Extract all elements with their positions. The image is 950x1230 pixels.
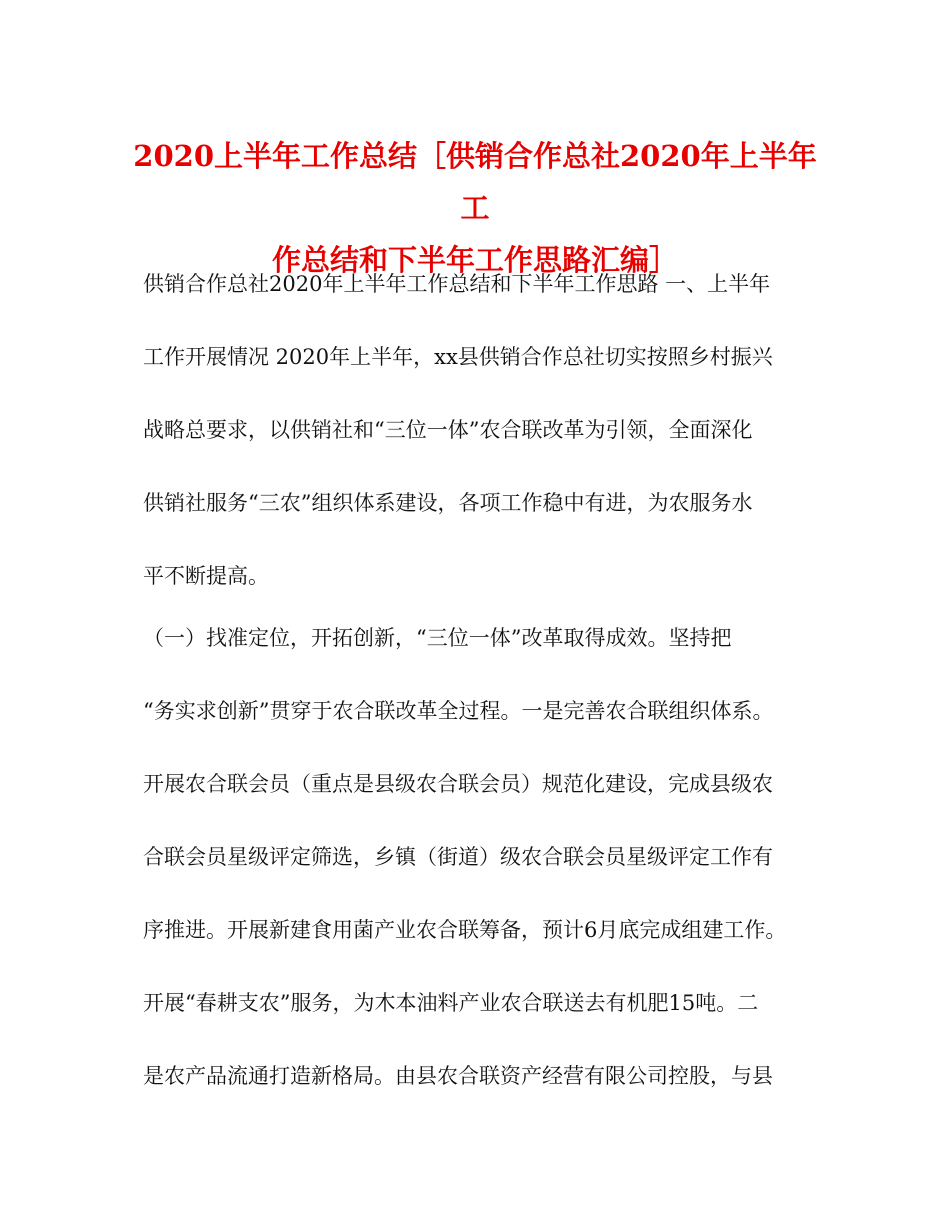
- body-line: 战略总要求，以供销社和“三位一体”农合联改革为引领，全面深化: [143, 418, 753, 442]
- title-line-2: 作总结和下半年工作思路汇编］: [271, 243, 678, 277]
- title-line-1: 2020上半年工作总结［供销合作总社2020年上半年工: [133, 139, 817, 225]
- body-line: 供销合作总社2020年上半年工作总结和下半年工作思路 一、上半年: [143, 272, 771, 296]
- body-line: 供销社服务“三农”组织体系建设，各项工作稳中有进，为农服务水: [143, 491, 753, 515]
- body-line: 工作开展情况 2020年上半年，xx县供销合作总社切实按照乡村振兴: [143, 345, 773, 369]
- body-line: 开展农合联会员（重点是县级农合联会员）规范化建设，完成县级农: [143, 772, 773, 796]
- body-line: 序推进。开展新建食用菌产业农合联筹备，预计6月底完成组建工作。: [143, 918, 787, 942]
- body-line: 是农产品流通打造新格局。由县农合联资产经营有限公司控股，与县: [143, 1064, 773, 1088]
- body-line: “务实求创新”贯穿于农合联改革全过程。一是完善农合联组织体系。: [143, 699, 774, 723]
- body-line: 合联会员星级评定筛选，乡镇（街道）级农合联会员星级评定工作有: [143, 845, 773, 869]
- body-line: （一）找准定位，开拓创新，“三位一体”改革取得成效。坚持把: [143, 626, 732, 650]
- body-line: 平不断提高。: [143, 564, 269, 588]
- document-title: [120, 130, 830, 286]
- body-line: 开展“春耕支农”服务，为木本油料产业农合联送去有机肥15吨。二: [143, 991, 759, 1015]
